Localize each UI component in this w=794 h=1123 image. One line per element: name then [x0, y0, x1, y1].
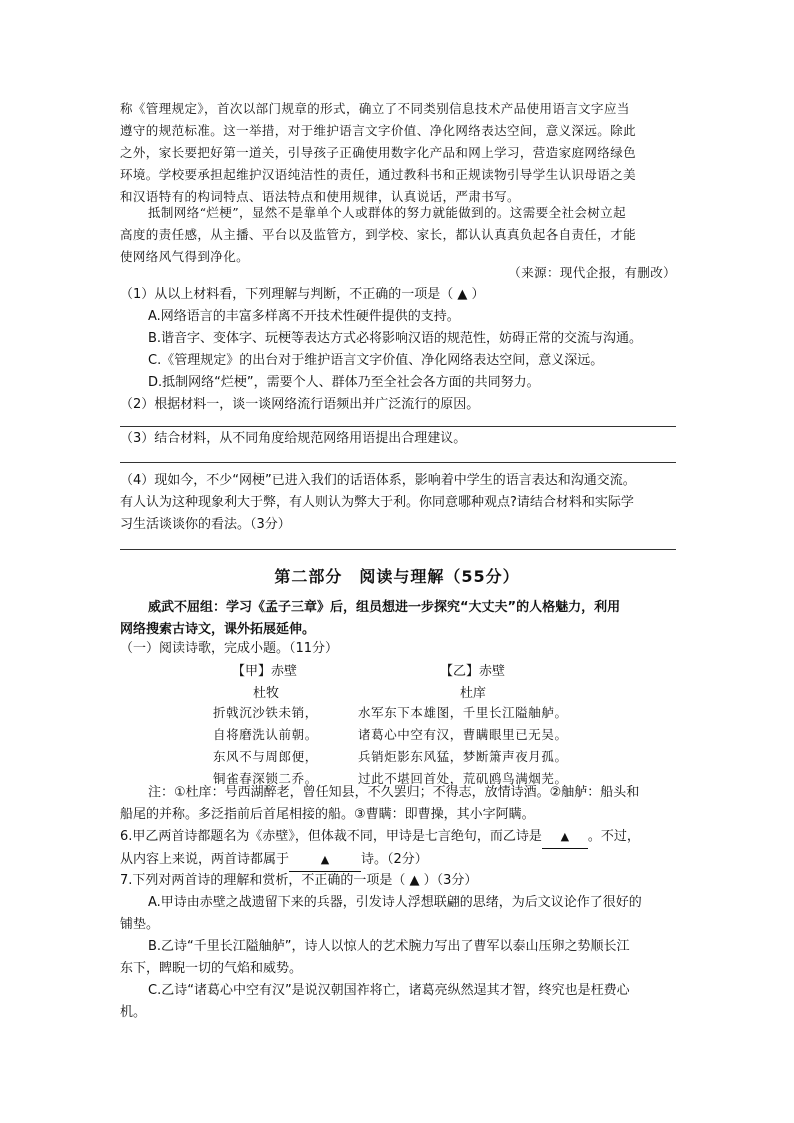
- poem-a-body: [213, 702, 318, 790]
- text-line: 称《管理规定》，首次以部门规章的形式，确立了不同类别信息技术产品使用语言文字应当: [120, 101, 630, 116]
- text-line: 注：①杜庠：号西湖醉老，曾任知县，不久罢归；不得志，放情诗酒。②舳舻：船头和: [148, 785, 640, 800]
- text-segment: 从内容上来说，两首诗都属于: [120, 852, 290, 867]
- question-6: [120, 826, 676, 872]
- poem-b-body: [358, 702, 568, 790]
- triangle-marker: ▲: [560, 830, 570, 843]
- option-c: C.《管理规定》的出台对于维护语言文字价值、净化网络表达空间，意义深远。: [148, 353, 604, 368]
- text-line: 高度的责任感，从主播、平台以及监管方，到学校、家长，都认认真真负起各自责任，才能: [120, 227, 637, 242]
- text-line: 使网络风气得到净化。: [120, 249, 250, 264]
- text-line: B.乙诗“千里长江隘舳舻”，诗人以惊人的艺术腕力写出了曹军以泰山压卵之势顺长江: [148, 939, 630, 954]
- question-7-stem: 7.下列对两首诗的理解和赏析，不正确的一项是（ ▲ ）（3分）: [120, 873, 478, 888]
- poem-line: 兵销炬影东风猛，梦断箫声夜月孤。: [358, 749, 568, 764]
- passage-source: （来源：现代企报，有删改）: [508, 265, 676, 280]
- subsection-heading: （一）阅读诗歌，完成小题。（11分）: [120, 641, 339, 656]
- text-line: 船尾的并称。多泛指前后首尾相接的船。③曹瞒：即曹操，其小字阿瞒。: [120, 807, 535, 822]
- option-a: [120, 892, 676, 936]
- poem-b-title: 【乙】赤壁: [440, 664, 506, 679]
- section-title: 第二部分 阅读与理解（55分）: [274, 567, 520, 586]
- option-c: [120, 980, 676, 1024]
- text-line: 有人认为这种现象利大于弊，有人则认为弊大于利。你同意哪种观点?请结合材料和实际学: [120, 495, 634, 510]
- text-line: 遵守的规范标准。这一举措，对于维护语言文字价值、净化网络表达空间，意义深远。除此: [120, 123, 637, 138]
- text-line: 铺垫。: [120, 917, 160, 932]
- question-1-stem: （1）从以上材料看，下列理解与判断，不正确的一项是（ ▲ ）: [120, 287, 485, 302]
- option-b: B.谐音字、变体字、玩梗等表达方式必将影响汉语的规范性，妨碍正常的交流与沟通。: [148, 331, 643, 346]
- text-segment: 。不过，: [587, 829, 640, 844]
- text-line: 抵制网络“烂梗”，显然不是靠单个人或群体的努力就能做到的。这需要全社会树立起: [148, 205, 626, 220]
- poem-a-author: 杜牧: [253, 686, 280, 701]
- text-line: C.乙诗“诸葛心中空有汉”是说汉朝国祚将亡，诸葛亮纵然逞其才智，终究也是枉费心: [148, 983, 630, 998]
- question-2-stem: （2）根据材料一，谈一谈网络流行语频出并广泛流行的原因。: [120, 397, 480, 412]
- poem-line: 东风不与周郎便，: [213, 749, 318, 764]
- poem-line: 铜雀春深锁二乔。: [213, 771, 318, 786]
- text-line: 网络搜索古诗文，课外拓展延伸。: [120, 622, 316, 637]
- poem-line: 水军东下本雄图，千里长江隘舳舻。: [358, 705, 568, 720]
- question-1: [120, 284, 676, 416]
- passage-paragraph-2: [120, 202, 676, 268]
- text-line: 之外，家长要把好第一道关，引导孩子正确使用数字化产品和网上学习，营造家庭网络绿色: [120, 145, 637, 160]
- poem-notes: [120, 782, 676, 826]
- part2-intro: [120, 597, 676, 641]
- text-line: 威武不屈组：学习《孟子三章》后，组员想进一步探究“大丈夫”的人格魅力，利用: [148, 600, 621, 615]
- text-segment: 诗。（2分）: [361, 852, 428, 867]
- passage-paragraph-1: [120, 98, 676, 208]
- fill-blank-2[interactable]: [289, 849, 361, 872]
- option-b: [120, 936, 676, 980]
- question-7: [120, 870, 676, 1024]
- answer-line-q3[interactable]: [120, 462, 676, 463]
- answer-line-q2[interactable]: [120, 426, 676, 427]
- answer-line-q4[interactable]: [120, 549, 676, 550]
- text-line: 和汉语特有的构词特点、语法特点和使用规律，认真说话，严肃书写。: [120, 189, 520, 204]
- poem-line: 诸葛心中空有汉，曹瞒眼里已无吴。: [358, 727, 568, 742]
- text-segment: 6.甲乙两首诗都题名为《赤壁》，但体裁不同，甲诗是七言绝句，而乙诗是: [120, 829, 542, 844]
- poem-line: 折戟沉沙铁未销，: [213, 705, 318, 720]
- question-4: [120, 470, 676, 536]
- poem-b-author: 杜庠: [460, 686, 487, 701]
- poem-line: 过此不堪回首处，荒矶鸥鸟满烟芜。: [358, 771, 568, 786]
- text-line: A.甲诗由赤壁之战遗留下来的兵器，引发诗人浮想联翩的思绪，为后文议论作了很好的: [148, 895, 642, 910]
- option-a: A.网络语言的丰富多样离不开技术性硬件提供的支持。: [148, 309, 460, 324]
- poem-line: 自将磨洗认前朝。: [213, 727, 318, 742]
- fill-blank-1[interactable]: [542, 826, 588, 849]
- question-3-stem: （3）结合材料，从不同角度给规范网络用语提出合理建议。: [120, 431, 467, 446]
- text-line: （4）现如今，不少“网梗”已进入我们的话语体系，影响着中学生的语言表达和沟通交流。: [120, 473, 636, 488]
- question-6-line-1: [120, 826, 676, 849]
- text-line: 习生活谈谈你的看法。（3分）: [120, 517, 291, 532]
- text-line: 环境。学校要承担起维护汉语纯洁性的责任，通过教科书和正规读物引导学生认识母语之美: [120, 167, 637, 182]
- poem-a-title: 【甲】赤壁: [232, 664, 298, 679]
- triangle-marker: ▲: [320, 853, 330, 866]
- text-line: 机。: [120, 1005, 147, 1020]
- question-6-line-2: [120, 849, 676, 872]
- text-line: 东下，睥睨一切的气焰和威势。: [120, 961, 303, 976]
- option-d: D.抵制网络“烂梗”，需要个人、群体乃至全社会各方面的共同努力。: [148, 375, 540, 390]
